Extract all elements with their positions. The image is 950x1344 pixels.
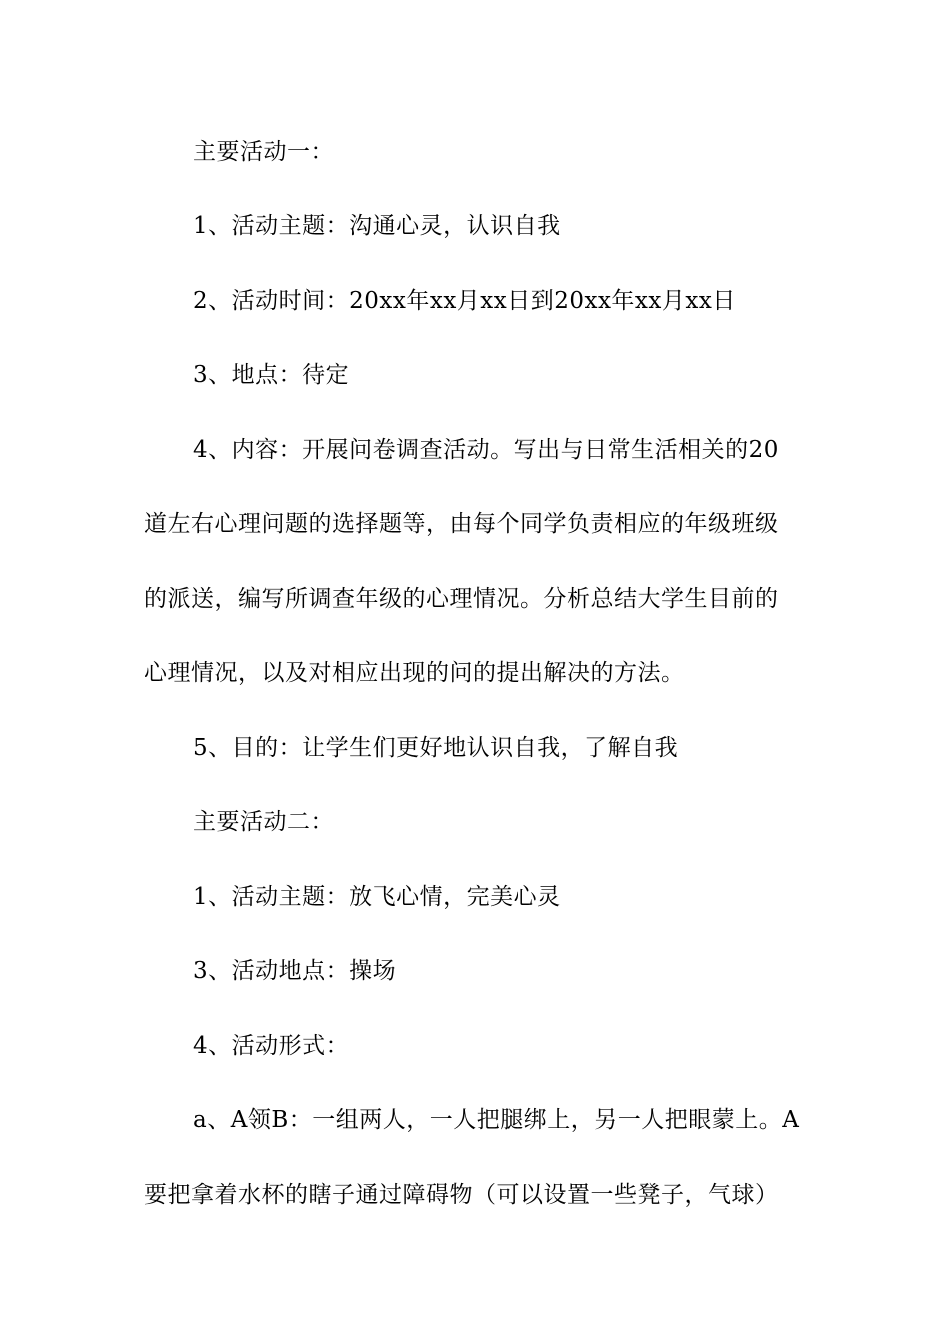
paragraph-line: 1、活动主题：沟通心灵，认识自我 bbox=[193, 213, 561, 239]
paragraph-line: 5、目的：让学生们更好地认识自我，了解自我 bbox=[193, 735, 679, 761]
paragraph-line: 3、地点：待定 bbox=[193, 362, 350, 388]
paragraph-line: a、A领B：一组两人，一人把腿绑上，另一人把眼蒙上。A bbox=[193, 1107, 800, 1133]
paragraph-line: 心理情况，以及对相应出现的问的提出解决的方法。 bbox=[144, 660, 685, 686]
paragraph-line: 4、内容：开展问卷调查活动。写出与日常生活相关的20 bbox=[193, 437, 779, 463]
section-heading-activity-1: 主要活动一： bbox=[193, 139, 334, 165]
paragraph-line: 4、活动形式： bbox=[193, 1033, 350, 1059]
paragraph-line: 2、活动时间：20xx年xx月xx日到20xx年xx月xx日 bbox=[193, 288, 736, 314]
paragraph-line: 道左右心理问题的选择题等，由每个同学负责相应的年级班级 bbox=[144, 511, 779, 537]
paragraph-line: 3、活动地点：操场 bbox=[193, 958, 397, 984]
paragraph-line: 的派送，编写所调查年级的心理情况。分析总结大学生目前的 bbox=[144, 586, 779, 612]
paragraph-line: 1、活动主题：放飞心情，完美心灵 bbox=[193, 884, 561, 910]
paragraph-line: 要把拿着水杯的瞎子通过障碍物（可以设置一些凳子，气球） bbox=[144, 1182, 779, 1208]
section-heading-activity-2: 主要活动二： bbox=[193, 809, 334, 835]
